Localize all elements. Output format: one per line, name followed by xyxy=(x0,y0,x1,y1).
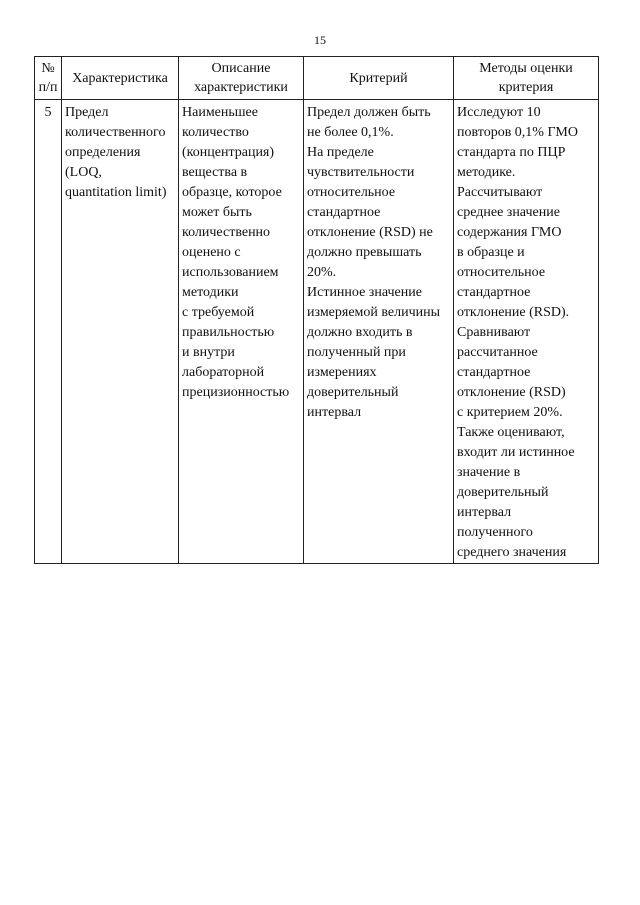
criterion-line: Предел должен быть xyxy=(307,105,431,120)
methods-line: Исследуют 10 xyxy=(457,105,541,120)
methods-line: стандартное xyxy=(457,285,531,300)
header-description-line-1: Описание xyxy=(211,61,271,76)
cell-criterion xyxy=(304,100,454,564)
page-number: 15 xyxy=(314,33,326,47)
methods-line: полученного xyxy=(457,525,533,540)
header-characteristic xyxy=(62,57,179,100)
description-line: оценено с xyxy=(182,245,241,260)
criterion-line: интервал xyxy=(307,405,362,420)
criterion-line: доверительный xyxy=(307,385,399,400)
criterion-line: измеряемой величины xyxy=(307,305,441,320)
methods-line: повторов 0,1% ГМО xyxy=(457,125,578,140)
criterion-line: 20%. xyxy=(307,265,337,280)
criterion-line: измерениях xyxy=(307,365,377,380)
description-line: может быть xyxy=(182,205,252,220)
methods-line: содержания ГМО xyxy=(457,225,562,240)
methods-line: стандарта по ПЦР xyxy=(457,145,566,160)
characteristic-line: (LOQ, xyxy=(65,165,102,180)
cell-num: 5 xyxy=(35,100,62,564)
methods-line: с критерием 20%. xyxy=(457,405,563,420)
cell-characteristic xyxy=(62,100,179,564)
criterion-line: должно превышать xyxy=(307,245,422,260)
criterion-line: не более 0,1%. xyxy=(307,125,394,140)
methods-line: входит ли истинное xyxy=(457,445,575,460)
description-line: вещества в xyxy=(182,165,248,180)
criterion-line: На пределе xyxy=(307,145,374,160)
header-description xyxy=(179,57,304,100)
criterion-line: отклонение (RSD) не xyxy=(307,225,433,240)
methods-line: Рассчитывают xyxy=(457,185,543,200)
description-line: количество xyxy=(182,125,249,140)
header-characteristic-line-1: Характеристика xyxy=(72,70,168,86)
description-line: прецизионностью xyxy=(182,385,290,400)
description-line: (концентрация) xyxy=(182,145,275,160)
criterion-line: стандартное xyxy=(307,205,381,220)
methods-line: относительное xyxy=(457,265,546,280)
methods-line: Также оценивают, xyxy=(457,425,565,440)
methods-line: среднего значения xyxy=(457,545,567,560)
description-line: лабораторной xyxy=(182,365,265,380)
methods-line: значение в xyxy=(457,465,521,480)
cell-description xyxy=(179,100,304,564)
methods-line: рассчитанное xyxy=(457,345,538,360)
criterion-line: относительное xyxy=(307,185,396,200)
header-num-line-1: № xyxy=(41,61,55,76)
header-criterion xyxy=(304,57,454,100)
header-description-line-2: характеристики xyxy=(194,80,288,95)
table-row xyxy=(35,100,599,564)
criteria-table xyxy=(34,56,599,564)
methods-line: стандартное xyxy=(457,365,531,380)
header-criterion-line-1: Критерий xyxy=(349,70,408,86)
methods-line: Сравнивают xyxy=(457,325,531,340)
header-methods xyxy=(454,57,599,100)
table-header-row xyxy=(35,57,599,100)
criterion-line: полученный при xyxy=(307,345,406,360)
description-line: с требуемой xyxy=(182,305,255,320)
characteristic-line: Предел xyxy=(65,105,109,120)
characteristic-line: количественного xyxy=(65,125,166,140)
methods-line: интервал xyxy=(457,505,512,520)
header-methods-line-1: Методы оценки xyxy=(479,61,573,76)
description-line: методики xyxy=(182,285,239,300)
header-num xyxy=(35,57,62,100)
methods-line: отклонение (RSD). xyxy=(457,305,570,320)
methods-line: методике. xyxy=(457,165,516,180)
description-line: использованием xyxy=(182,265,279,280)
description-line: образце, которое xyxy=(182,185,282,200)
header-num-line-2: п/п xyxy=(38,80,58,95)
header-methods-line-2: критерия xyxy=(498,80,554,95)
description-line: Наименьшее xyxy=(182,105,258,120)
methods-line: отклонение (RSD) xyxy=(457,385,566,400)
characteristic-line: quantitation limit) xyxy=(65,185,167,200)
characteristic-line: определения xyxy=(65,145,141,160)
criterion-line: Истинное значение xyxy=(307,285,422,300)
description-line: и внутри xyxy=(182,345,235,360)
description-line: правильностью xyxy=(182,325,275,340)
methods-line: в образце и xyxy=(457,245,525,260)
methods-line: среднее значение xyxy=(457,205,560,220)
methods-line: доверительный xyxy=(457,485,549,500)
description-line: количественно xyxy=(182,225,271,240)
criterion-line: должно входить в xyxy=(307,325,413,340)
cell-methods xyxy=(454,100,599,564)
criterion-line: чувствительности xyxy=(307,165,415,180)
